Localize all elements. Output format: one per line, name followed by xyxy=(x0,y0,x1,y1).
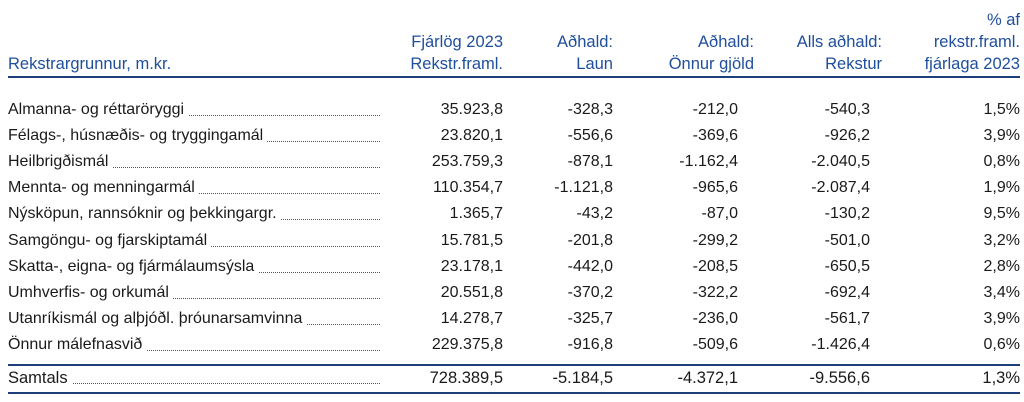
table-row xyxy=(8,149,1020,175)
cell-wages: -878,1 xyxy=(567,153,613,171)
table-row xyxy=(8,228,1020,254)
cell-budget: 23.820,1 xyxy=(440,127,503,145)
row-label: Félags-, húsnæðis- og tryggingamál xyxy=(8,127,267,144)
total-cuts: -9.556,6 xyxy=(809,369,870,387)
cell-percent: 3,4% xyxy=(983,283,1020,301)
cell-other: -1.162,4 xyxy=(679,153,738,171)
cell-cuts: -540,3 xyxy=(824,101,870,118)
cell-other: -212,0 xyxy=(692,101,738,118)
row-label: Mennta- og menningarmál xyxy=(8,179,199,196)
cell-budget: 253.759,3 xyxy=(431,153,503,171)
cell-cuts: -650,5 xyxy=(824,257,870,275)
table-row xyxy=(8,280,1020,306)
cell-budget: 229.375,8 xyxy=(431,335,503,353)
cell-wages: -916,8 xyxy=(567,335,613,353)
row-label: Skatta-, eigna- og fjármálaumsýsla xyxy=(8,258,258,275)
total-wages: -5.184,5 xyxy=(552,369,613,387)
row-label: Heilbrigðismál xyxy=(8,153,112,170)
row-label: Almanna- og réttaröryggi xyxy=(8,101,188,118)
cell-wages: -43,2 xyxy=(576,205,613,223)
cell-budget: 15.781,5 xyxy=(440,231,503,249)
header-col-other-costs: Aðhald: Önnur gjöld xyxy=(668,33,754,73)
row-label: Umhverfis- og orkumál xyxy=(8,284,173,301)
cell-wages: -556,6 xyxy=(567,127,613,145)
cell-cuts: -501,0 xyxy=(824,231,870,249)
cell-budget: 20.551,8 xyxy=(440,283,503,301)
cell-other: -87,0 xyxy=(701,205,738,223)
cell-wages: -442,0 xyxy=(567,257,613,275)
cell-percent: 3,9% xyxy=(983,309,1020,327)
row-label: Önnur málefnasvið xyxy=(8,336,146,353)
table-row xyxy=(8,97,1020,123)
cell-other: -236,0 xyxy=(692,309,738,327)
cell-percent: 0,6% xyxy=(983,335,1020,353)
cell-budget: 14.278,7 xyxy=(440,309,503,327)
row-label: Samgöngu- og fjarskiptamál xyxy=(8,232,211,249)
header-divider xyxy=(8,76,1020,78)
budget-table xyxy=(8,0,1020,387)
cell-budget: 1.365,7 xyxy=(449,205,503,223)
cell-wages: -328,3 xyxy=(567,101,613,118)
total-percent: 1,3% xyxy=(982,369,1020,387)
cell-percent: 3,2% xyxy=(983,231,1020,249)
table-row xyxy=(8,123,1020,149)
cell-cuts: -130,2 xyxy=(824,205,870,223)
total-label: Samtals xyxy=(8,369,72,387)
total-row xyxy=(8,365,1020,391)
cell-percent: 0,8% xyxy=(983,153,1020,171)
cell-other: -299,2 xyxy=(692,231,738,249)
cell-budget: 110.354,7 xyxy=(433,179,503,197)
cell-percent: 3,9% xyxy=(983,127,1020,145)
cell-wages: -370,2 xyxy=(567,283,613,301)
header-col-wages: Aðhald: Laun xyxy=(557,33,613,73)
cell-cuts: -1.426,4 xyxy=(811,335,870,353)
table-row xyxy=(8,175,1020,201)
cell-cuts: -926,2 xyxy=(824,127,870,145)
table-header xyxy=(8,0,1020,78)
cell-cuts: -692,4 xyxy=(824,283,870,301)
table-row xyxy=(8,332,1020,358)
total-other: -4.372,1 xyxy=(677,369,738,387)
cell-budget: 23.178,1 xyxy=(440,257,503,275)
row-label: Nýsköpun, rannsóknir og þekkingargr. xyxy=(8,205,281,222)
cell-wages: -1.121,8 xyxy=(554,179,613,197)
table-row xyxy=(8,254,1020,280)
cell-wages: -325,7 xyxy=(567,309,613,327)
total-budget: 728.389,5 xyxy=(429,369,503,387)
cell-cuts: -2.087,4 xyxy=(811,179,870,197)
cell-other: -509,6 xyxy=(692,335,738,353)
cell-budget: 35.923,8 xyxy=(440,101,503,118)
cell-other: -208,5 xyxy=(692,257,738,275)
header-col-category: Rekstrargrunnur, m.kr. xyxy=(8,55,172,73)
cell-percent: 2,8% xyxy=(983,257,1020,275)
header-col-percent: % af rekstr.framl. fjárlaga 2023 xyxy=(924,11,1020,73)
cell-wages: -201,8 xyxy=(567,231,613,249)
table-row xyxy=(8,201,1020,227)
header-col-total-cuts: Alls aðhald: Rekstur xyxy=(796,33,882,73)
cell-other: -322,2 xyxy=(692,283,738,301)
cell-percent: 9,5% xyxy=(983,205,1020,223)
total-divider-bottom xyxy=(8,392,1020,394)
header-col-budget: Fjárlög 2023 Rekstr.framl. xyxy=(410,33,503,73)
row-label: Utanríkismál og alþjóðl. þróunarsamvinna xyxy=(8,310,306,327)
cell-cuts: -2.040,5 xyxy=(811,153,870,171)
cell-percent: 1,9% xyxy=(983,179,1020,197)
cell-cuts: -561,7 xyxy=(824,309,870,327)
table-row xyxy=(8,306,1020,332)
cell-other: -369,6 xyxy=(692,127,738,145)
cell-percent: 1,5% xyxy=(983,101,1020,118)
cell-other: -965,6 xyxy=(692,179,738,197)
